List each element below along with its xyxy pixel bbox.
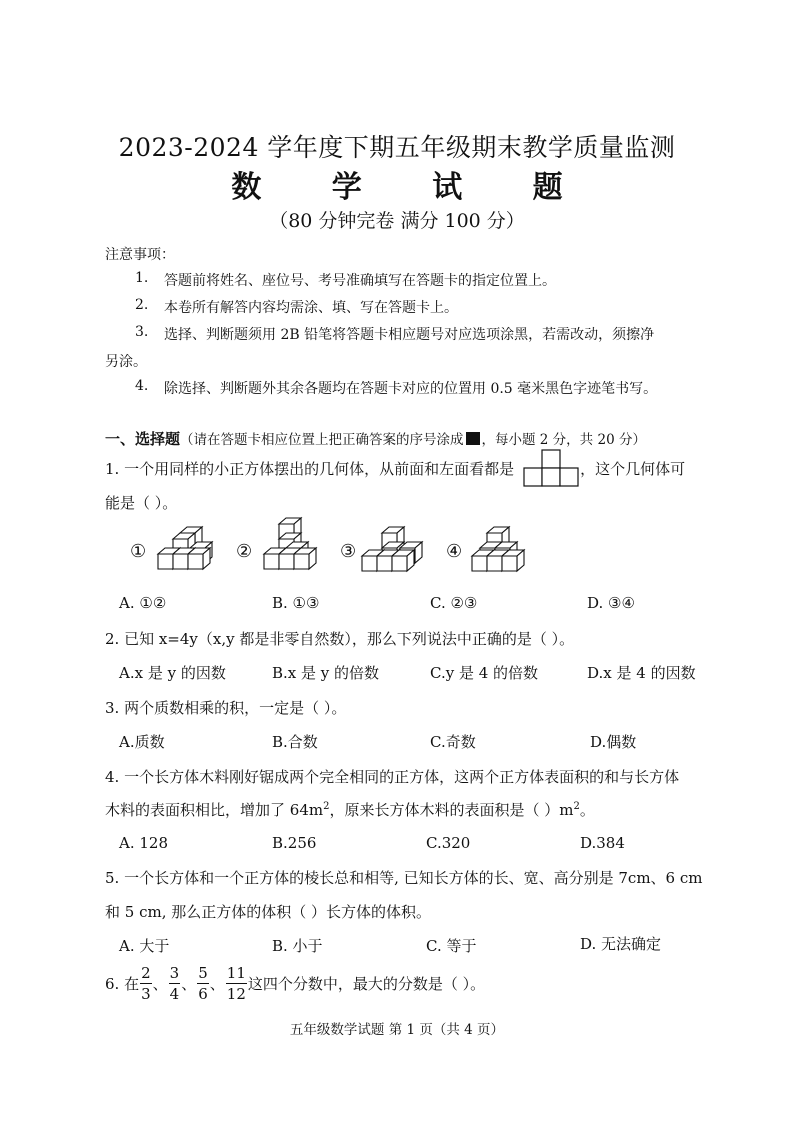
denominator: 3 (141, 985, 151, 1003)
q4-text-end: 。 (579, 801, 595, 819)
q5-option-d: D. 无法确定 (580, 935, 662, 953)
q2-option-a: A.x 是 y 的因数 (119, 664, 226, 682)
q2-option-d: D.x 是 4 的因数 (587, 664, 696, 682)
question-5-line2: 和 5 cm, 那么正方体的体积（ ）长方体的体积。 (105, 903, 432, 921)
q1-text-post: ，这个几何体可 (580, 460, 686, 478)
separator: 、 (181, 975, 197, 993)
q1-option-a: A. ①② (119, 594, 167, 612)
denominator: 6 (198, 985, 208, 1003)
cube-figure-4 (466, 518, 538, 578)
q1-option-c: C. ②③ (430, 594, 478, 612)
separator: 、 (209, 975, 225, 993)
question-1-line1 (105, 458, 685, 479)
front-left-view-icon (522, 448, 582, 488)
note-number: 1. (135, 270, 149, 286)
question-6 (105, 963, 485, 1004)
question-3: 3. 两个质数相乘的积，一定是（ ）。 (105, 699, 347, 717)
note-number: 4. (135, 378, 149, 394)
q3-option-b: B.合数 (272, 733, 318, 751)
question-4-line2 (105, 799, 595, 820)
q4-option-d: D.384 (580, 834, 625, 852)
note-text: 答题前将姓名、座位号、考号准确填写在答题卡的指定位置上。 (164, 273, 556, 289)
question-5-line1: 5. 一个长方体和一个正方体的棱长总和相等, 已知长方体的长、宽、高分别是 7cm、6 cm (105, 869, 703, 887)
fraction (197, 963, 209, 1004)
section-heading (105, 428, 646, 449)
superscript: 2 (323, 801, 330, 812)
fraction (169, 963, 181, 1004)
cube-figure-2 (256, 518, 328, 578)
note-number: 3. (135, 324, 149, 340)
q6-prefix: 6. 在 (105, 975, 140, 993)
note-text: 另涂。 (105, 354, 147, 370)
q3-option-c: C.奇数 (430, 733, 476, 751)
q1-option-d: D. ③④ (587, 594, 635, 612)
section-note-pre: （请在答题卡相应位置上把正确答案的序号涂成 (180, 432, 464, 448)
question-4-line1: 4. 一个长方体木料刚好锯成两个完全相同的正方体，这两个正方体表面积的和与长方体 (105, 768, 680, 786)
denominator: 4 (169, 985, 180, 1003)
note-text: 除选择、判断题外其余各题均在答题卡对应的位置用 0.5 毫米黑色字迹笔书写。 (164, 381, 658, 397)
q6-suffix: 这四个分数中，最大的分数是（ ）。 (247, 975, 486, 993)
cube-figure-1 (150, 518, 222, 578)
figure-label: ② (236, 541, 253, 562)
numerator: 11 (226, 964, 246, 982)
q4-option-c: C.320 (426, 834, 471, 852)
question-1-line2: 能是（ ）。 (105, 494, 178, 512)
q4-text-pre: 木料的表面积相比，增加了 64m (105, 801, 324, 819)
page-footer: 五年级数学试题 第 1 页（共 4 页） (289, 1022, 505, 1038)
notes-heading: 注意事项： (105, 247, 175, 263)
exam-title: 2023-2024 学年度下期五年级期末教学质量监测 (118, 133, 676, 162)
q3-option-a: A.质数 (119, 733, 165, 751)
q1-text-pre: 1. 一个用同样的小正方体摆出的几何体，从前面和左面看都是 (105, 460, 515, 478)
superscript: 2 (573, 801, 580, 812)
q4-option-a: A. 128 (119, 834, 168, 852)
q4-text-post: ，原来长方体木料的表面积是（ ）m (329, 801, 574, 819)
separator: 、 (152, 975, 168, 993)
q4-option-b: B.256 (272, 834, 317, 852)
section-note-post: ，每小题 2 分，共 20 分） (481, 432, 646, 448)
q2-option-c: C.y 是 4 的倍数 (430, 664, 539, 682)
q1-option-b: B. ①③ (272, 594, 320, 612)
exam-duration: （80 分钟完卷 满分 100 分） (269, 210, 525, 232)
numerator: 5 (198, 964, 208, 982)
figure-label: ① (130, 541, 147, 562)
figure-label: ③ (340, 541, 357, 562)
q5-option-b: B. 小于 (272, 937, 323, 955)
fraction (226, 963, 247, 1004)
figure-label: ④ (446, 541, 463, 562)
cube-figure-3 (360, 518, 432, 578)
numerator: 3 (169, 964, 180, 982)
section-title: 一、选择题 (105, 430, 181, 448)
section-note (180, 432, 646, 448)
note-number: 2. (135, 297, 149, 313)
q3-option-d: D.偶数 (590, 733, 637, 751)
filled-box-icon (466, 432, 480, 445)
subject-title: 数 学 试 题 (231, 170, 593, 205)
q5-option-c: C. 等于 (426, 937, 477, 955)
numerator: 2 (141, 964, 151, 982)
note-text: 选择、判断题须用 2B 铅笔将答题卡相应题号对应选项涂黑，若需改动，须擦净 (164, 327, 655, 343)
q2-option-b: B.x 是 y 的倍数 (272, 664, 380, 682)
denominator: 12 (226, 985, 246, 1003)
fraction (140, 963, 152, 1004)
q5-option-a: A. 大于 (119, 937, 170, 955)
note-text: 本卷所有解答内容均需涂、填、写在答题卡上。 (164, 300, 458, 316)
question-2: 2. 已知 x=4y（x,y 都是非零自然数），那么下列说法中正确的是（ ）。 (105, 630, 575, 648)
